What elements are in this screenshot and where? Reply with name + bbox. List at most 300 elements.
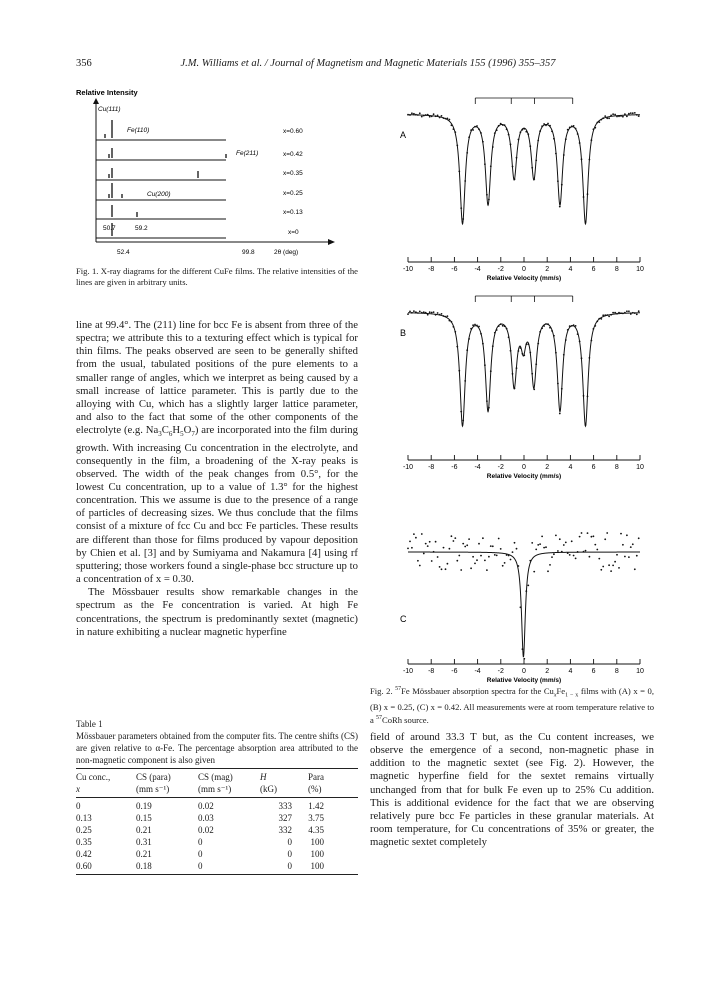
data-point: [575, 558, 577, 560]
data-point: [484, 364, 486, 366]
data-point: [500, 548, 502, 550]
data-point: [622, 116, 624, 118]
data-point: [504, 562, 506, 564]
data-point: [407, 313, 409, 315]
data-point: [435, 314, 437, 316]
x-tick-label: 8: [614, 668, 619, 675]
data-point: [589, 556, 591, 558]
data-point: [606, 314, 608, 316]
data-point: [565, 339, 567, 341]
data-point: [634, 568, 636, 570]
table-row: 0.60 0.18 0 0 100: [76, 860, 358, 875]
data-point: [496, 329, 498, 331]
data-point: [549, 564, 551, 566]
data-point: [549, 125, 551, 127]
x-tick-label: -10: [402, 668, 414, 675]
data-point: [581, 158, 583, 160]
data-point: [612, 312, 614, 314]
data-point: [423, 311, 425, 313]
data-point: [622, 313, 624, 315]
data-point: [535, 363, 537, 365]
data-point: [522, 648, 524, 650]
data-point: [494, 554, 496, 556]
data-point: [468, 338, 470, 340]
data-point: [435, 115, 437, 117]
data-point: [413, 533, 415, 535]
data-point: [636, 314, 638, 316]
data-point: [565, 542, 567, 544]
data-point: [577, 551, 579, 553]
data-point: [466, 544, 468, 546]
x-tick-label: -6: [451, 266, 458, 273]
x-tick-label: 10: [636, 266, 644, 273]
data-point: [425, 543, 427, 545]
data-point: [539, 130, 541, 132]
data-point: [520, 347, 522, 349]
peak-label-cu111: Cu(111): [98, 106, 121, 113]
data-point: [510, 144, 512, 146]
x-tick-label: -6: [451, 668, 458, 675]
data-point: [419, 565, 421, 567]
fit-curve: [408, 552, 640, 657]
data-point: [464, 380, 466, 382]
data-point: [421, 533, 423, 535]
data-point: [439, 117, 441, 119]
data-point: [443, 117, 445, 119]
fig1-xlabel: 2θ (deg): [274, 249, 299, 256]
data-point: [506, 128, 508, 130]
data-point: [520, 131, 522, 133]
data-point: [522, 353, 524, 355]
x-tick-label: -4: [474, 668, 481, 675]
data-point: [561, 184, 563, 186]
data-point: [537, 343, 539, 345]
data-point: [618, 312, 620, 314]
data-point: [413, 113, 415, 115]
spectrum-panel-C: [400, 532, 644, 684]
fit-curve: [408, 115, 640, 224]
data-point: [523, 354, 525, 356]
data-point: [527, 133, 529, 135]
data-point: [569, 127, 571, 129]
data-point: [555, 352, 557, 354]
data-point: [614, 114, 616, 116]
data-point: [604, 538, 606, 540]
data-point: [464, 180, 466, 182]
data-point: [480, 132, 482, 134]
panel-label: A: [400, 130, 407, 140]
x-tick-label: -6: [451, 464, 458, 471]
data-point: [439, 566, 441, 568]
data-point: [598, 121, 600, 123]
data-point: [425, 114, 427, 116]
data-point: [466, 349, 468, 351]
data-point: [529, 560, 531, 562]
panel-label: B: [400, 328, 407, 338]
data-point: [437, 312, 439, 314]
data-point: [453, 128, 455, 130]
data-point: [634, 312, 636, 314]
fig1-caption: Fig. 1. X-ray diagrams for the different CuFe films. The relative intensities of the lines are given in arbitrary units.: [76, 266, 358, 287]
fig2-caption: Fig. 2. $^{57}$Fe Mössbauer absorption spectra for the $Cu_xFe_{1 - x}$ films with (A) x = 0, (B) x = 0.25, (C) x = 0.42. All measurements were at room temperature relative to a $^{57}$CoRh source.: [370, 685, 654, 725]
data-point: [579, 341, 581, 343]
data-point: [510, 559, 512, 561]
data-point: [636, 555, 638, 557]
data-point: [458, 171, 460, 173]
table-row: 0.42 0.21 0 0 100: [76, 849, 324, 859]
x-tick-label: 10: [636, 668, 644, 675]
data-point: [411, 312, 413, 314]
data-point: [512, 551, 514, 553]
data-point: [496, 129, 498, 131]
data-point: [600, 318, 602, 320]
data-point: [591, 139, 593, 141]
data-point: [482, 537, 484, 539]
data-point: [427, 545, 429, 547]
data-point: [616, 313, 618, 315]
data-point: [553, 553, 555, 555]
data-point: [577, 133, 579, 135]
data-point: [431, 312, 433, 314]
x-tick-label: -4: [474, 266, 481, 273]
series-label-1: x=0.42: [283, 151, 303, 158]
data-point: [516, 548, 518, 550]
data-point: [575, 128, 577, 130]
data-point: [587, 532, 589, 534]
data-point: [478, 326, 480, 328]
data-point: [589, 357, 591, 359]
data-point: [500, 323, 502, 325]
data-point: [626, 116, 628, 118]
data-point: [425, 312, 427, 314]
data-point: [454, 537, 456, 539]
data-point: [490, 370, 492, 372]
data-point: [529, 145, 531, 147]
data-point: [571, 125, 573, 127]
data-point: [604, 314, 606, 316]
data-point: [622, 544, 624, 546]
marker-label-59-2: 59.2: [135, 225, 148, 232]
data-point: [462, 420, 464, 422]
data-point: [525, 131, 527, 133]
table-label: Table 1: [76, 719, 103, 729]
data-point: [547, 570, 549, 572]
data-point: [480, 555, 482, 557]
data-point: [638, 310, 640, 312]
data-point: [520, 606, 522, 608]
data-point: [593, 328, 595, 330]
data-point: [453, 326, 455, 328]
data-point: [567, 552, 569, 554]
data-point: [508, 134, 510, 136]
data-point: [596, 122, 598, 124]
x-tick-label: 2: [545, 668, 550, 675]
data-point: [441, 568, 443, 570]
data-point: [429, 116, 431, 118]
data-point: [543, 325, 545, 327]
data-point: [500, 123, 502, 125]
data-point: [498, 325, 500, 327]
data-point: [545, 546, 547, 548]
data-point: [510, 350, 512, 352]
data-point: [525, 343, 527, 345]
x-tick-label: -8: [428, 464, 435, 471]
data-point: [563, 354, 565, 356]
data-point: [569, 554, 571, 556]
data-point: [447, 118, 449, 120]
data-point: [583, 196, 585, 198]
fig1-ylabel: Relative Intensity: [76, 88, 138, 97]
data-point: [482, 141, 484, 143]
table-1-grid: Cu conc., CS (para) CS (mag) H Para x (mm s⁻¹) (mm s⁻¹) (kG) (%) 0 0.19 0.02 333 1.42 0.13 0.15 0.03 327 3.75 0.25 0.21 0.02 332 4.35 0.35 0.31 0 0 100 0.42 0.21 0 0 100 0.60 0.18 0 0 100: [76, 768, 358, 875]
data-point: [543, 123, 545, 125]
data-point: [490, 165, 492, 167]
data-point: [547, 323, 549, 325]
data-point: [518, 565, 520, 567]
data-point: [462, 543, 464, 545]
data-point: [458, 555, 460, 557]
data-point: [535, 160, 537, 162]
data-point: [577, 333, 579, 335]
peak-label-cu200: Cu(200): [147, 191, 171, 198]
data-point: [476, 125, 478, 127]
data-point: [626, 534, 628, 536]
data-point: [470, 328, 472, 330]
series-label-3: x=0.25: [283, 190, 303, 197]
data-point: [587, 396, 589, 398]
data-point: [445, 316, 447, 318]
data-point: [456, 346, 458, 348]
data-point: [437, 556, 439, 558]
data-point: [454, 331, 456, 333]
data-point: [585, 424, 587, 426]
data-point: [514, 542, 516, 544]
x-tick-label: 8: [614, 266, 619, 273]
data-point: [453, 540, 455, 542]
data-point: [583, 551, 585, 553]
data-point: [447, 563, 449, 565]
data-point: [610, 314, 612, 316]
data-point: [506, 554, 508, 556]
x-tick-label: 6: [591, 668, 596, 675]
data-point: [628, 556, 630, 558]
data-point: [620, 533, 622, 535]
data-point: [630, 112, 632, 114]
x-axis-label: Relative Velocity (mm/s): [486, 275, 562, 282]
data-point: [433, 113, 435, 115]
data-point: [456, 560, 458, 562]
data-point: [494, 332, 496, 334]
data-point: [628, 310, 630, 312]
data-point: [443, 547, 445, 549]
data-point: [533, 571, 535, 573]
data-point: [565, 138, 567, 140]
data-point: [445, 568, 447, 570]
data-point: [563, 154, 565, 156]
series-label-5: x=0: [288, 229, 299, 236]
data-point: [478, 128, 480, 130]
data-point: [563, 544, 565, 546]
data-point: [630, 546, 632, 548]
data-point: [636, 114, 638, 116]
data-point: [593, 535, 595, 537]
data-point: [555, 153, 557, 155]
data-point: [486, 400, 488, 402]
data-point: [494, 132, 496, 134]
x-tick-label: 2: [545, 266, 550, 273]
data-point: [431, 560, 433, 562]
data-point: [614, 312, 616, 314]
data-point: [541, 536, 543, 538]
x-tick-label: -2: [497, 266, 504, 273]
table-1: [76, 718, 358, 875]
data-point: [492, 146, 494, 148]
data-point: [419, 112, 421, 114]
data-point: [543, 547, 545, 549]
data-point: [610, 115, 612, 117]
data-point: [480, 333, 482, 335]
data-point: [449, 548, 451, 550]
data-point: [624, 113, 626, 115]
fit-curve: [408, 313, 640, 426]
data-point: [561, 551, 563, 553]
data-point: [614, 561, 616, 563]
data-point: [624, 556, 626, 558]
data-point: [498, 125, 500, 127]
data-point: [502, 565, 504, 567]
data-point: [470, 567, 472, 569]
data-point: [417, 114, 419, 116]
data-point: [472, 556, 474, 558]
data-point: [478, 543, 480, 545]
x-tick-label: -10: [402, 464, 414, 471]
data-point: [594, 127, 596, 129]
data-point: [407, 548, 409, 550]
data-point: [468, 538, 470, 540]
data-point: [618, 567, 620, 569]
data-point: [417, 312, 419, 314]
x-tick-label: 10: [636, 464, 644, 471]
data-point: [514, 178, 516, 180]
data-point: [498, 538, 500, 540]
data-point: [512, 166, 514, 168]
x-axis-label: Relative Velocity (mm/s): [486, 677, 562, 684]
data-point: [433, 311, 435, 313]
data-point: [512, 373, 514, 375]
data-point: [591, 340, 593, 342]
left-column-text: line at 99.4°. The (211) line for bcc Fe is absent from three of the spectra; we attribute this to a texturing effect which is typical for thin films. The peaks observed are seen to be generally shifted from the usual, tabulated positions of the pure elements to a smaller range of angles, which we interpret as being caused by a small increase of lattice parameter. This is partly due to the alloying with Cu, which has a slightly larger lattice parameter, and also to the fact that some of the other components of the electrolyte (e.g. $Na_3C_6H_5O_7$) are incorporated into the film during growth. With increasing Cu concentration in the electrolyte, and consequently in the film, a broadening of the X-ray peaks is observed. The width of the peak changes from 0.5°, for the lowest Cu concentration, up to a value of 1.3° for the highest concentration. This we assume is due to the presence of a range of particles of decreasing sizes. We thus conclude that the films consist of a mixture of fcc Cu and bcc Fe particles. These results are different than those for films produced by vapour deposition by Chien et al. [3] and by Sumiyama and Nakamura [4] using rf sputtering; those workers found a single-phase bcc structure up to a concentration of x = 0.30. The Mössbauer results show remarkable changes in the spectrum as the Fe concentration is varied. At high Fe concentrations, the spectrum is predominantly sextet (magnetic) in nature exhibiting a nuclear magnetic hyperfine: [76, 319, 358, 638]
data-point: [451, 535, 453, 537]
data-point: [409, 114, 411, 116]
data-point: [541, 125, 543, 127]
data-point: [531, 167, 533, 169]
data-point: [456, 145, 458, 147]
data-point: [474, 324, 476, 326]
data-point: [616, 554, 618, 556]
data-point: [451, 124, 453, 126]
data-point: [557, 180, 559, 182]
x-tick-label: 6: [591, 266, 596, 273]
data-point: [423, 115, 425, 117]
peak-label-fe110: Fe(110): [127, 127, 150, 134]
data-point: [620, 312, 622, 314]
data-point: [602, 566, 604, 568]
figure-2-mossbauer-spectra: [390, 90, 660, 684]
data-point: [451, 321, 453, 323]
data-point: [429, 311, 431, 313]
data-point: [502, 124, 504, 126]
data-point: [602, 314, 604, 316]
data-point: [411, 547, 413, 549]
x-tick-label: 4: [568, 464, 573, 471]
data-point: [598, 558, 600, 560]
data-point: [624, 312, 626, 314]
data-point: [431, 116, 433, 118]
data-point: [608, 316, 610, 318]
data-point: [413, 310, 415, 312]
data-point: [466, 152, 468, 154]
data-point: [482, 343, 484, 345]
data-point: [573, 125, 575, 127]
data-point: [474, 563, 476, 565]
page-number: 356: [76, 58, 92, 69]
data-point: [522, 129, 524, 131]
spectrum-panel-B: [400, 296, 644, 480]
peak-label-fe211: Fe(211): [236, 150, 259, 157]
spectrum-panel-A: [400, 98, 644, 282]
figure-1-xray-diagram: [76, 82, 366, 272]
data-point: [575, 325, 577, 327]
table-row: 0 0.19 0.02 333 1.42: [76, 801, 324, 811]
data-point: [632, 312, 634, 314]
data-point: [472, 129, 474, 131]
x-tick-label: -8: [428, 668, 435, 675]
data-point: [484, 560, 486, 562]
data-point: [462, 218, 464, 220]
data-point: [581, 357, 583, 359]
data-point: [441, 115, 443, 117]
x-tick-label: 0: [522, 464, 526, 471]
data-point: [545, 323, 547, 325]
data-point: [486, 569, 488, 571]
data-point: [527, 585, 529, 587]
data-point: [591, 536, 593, 538]
data-point: [454, 131, 456, 133]
data-point: [535, 549, 537, 551]
data-point: [421, 312, 423, 314]
data-point: [506, 328, 508, 330]
data-point: [476, 559, 478, 561]
x-tick-label: 0: [522, 668, 526, 675]
table-caption: Mössbauer parameters obtained from the computer fits. The centre shifts (CS) are given relative to α-Fe. The percentage absorption area attributed to the non-magnetic component is also given: [76, 731, 358, 765]
data-point: [516, 157, 518, 159]
x-tick-99-8: 99.8: [242, 249, 255, 256]
data-point: [458, 370, 460, 372]
x-tick-label: -10: [402, 266, 414, 273]
data-point: [583, 395, 585, 397]
data-point: [559, 538, 561, 540]
data-point: [618, 115, 620, 117]
data-point: [531, 542, 533, 544]
data-point: [612, 565, 614, 567]
data-point: [439, 314, 441, 316]
data-point: [628, 113, 630, 115]
data-point: [567, 329, 569, 331]
data-point: [638, 537, 640, 539]
series-label-4: x=0.13: [283, 209, 303, 216]
data-point: [581, 532, 583, 534]
data-point: [464, 546, 466, 548]
